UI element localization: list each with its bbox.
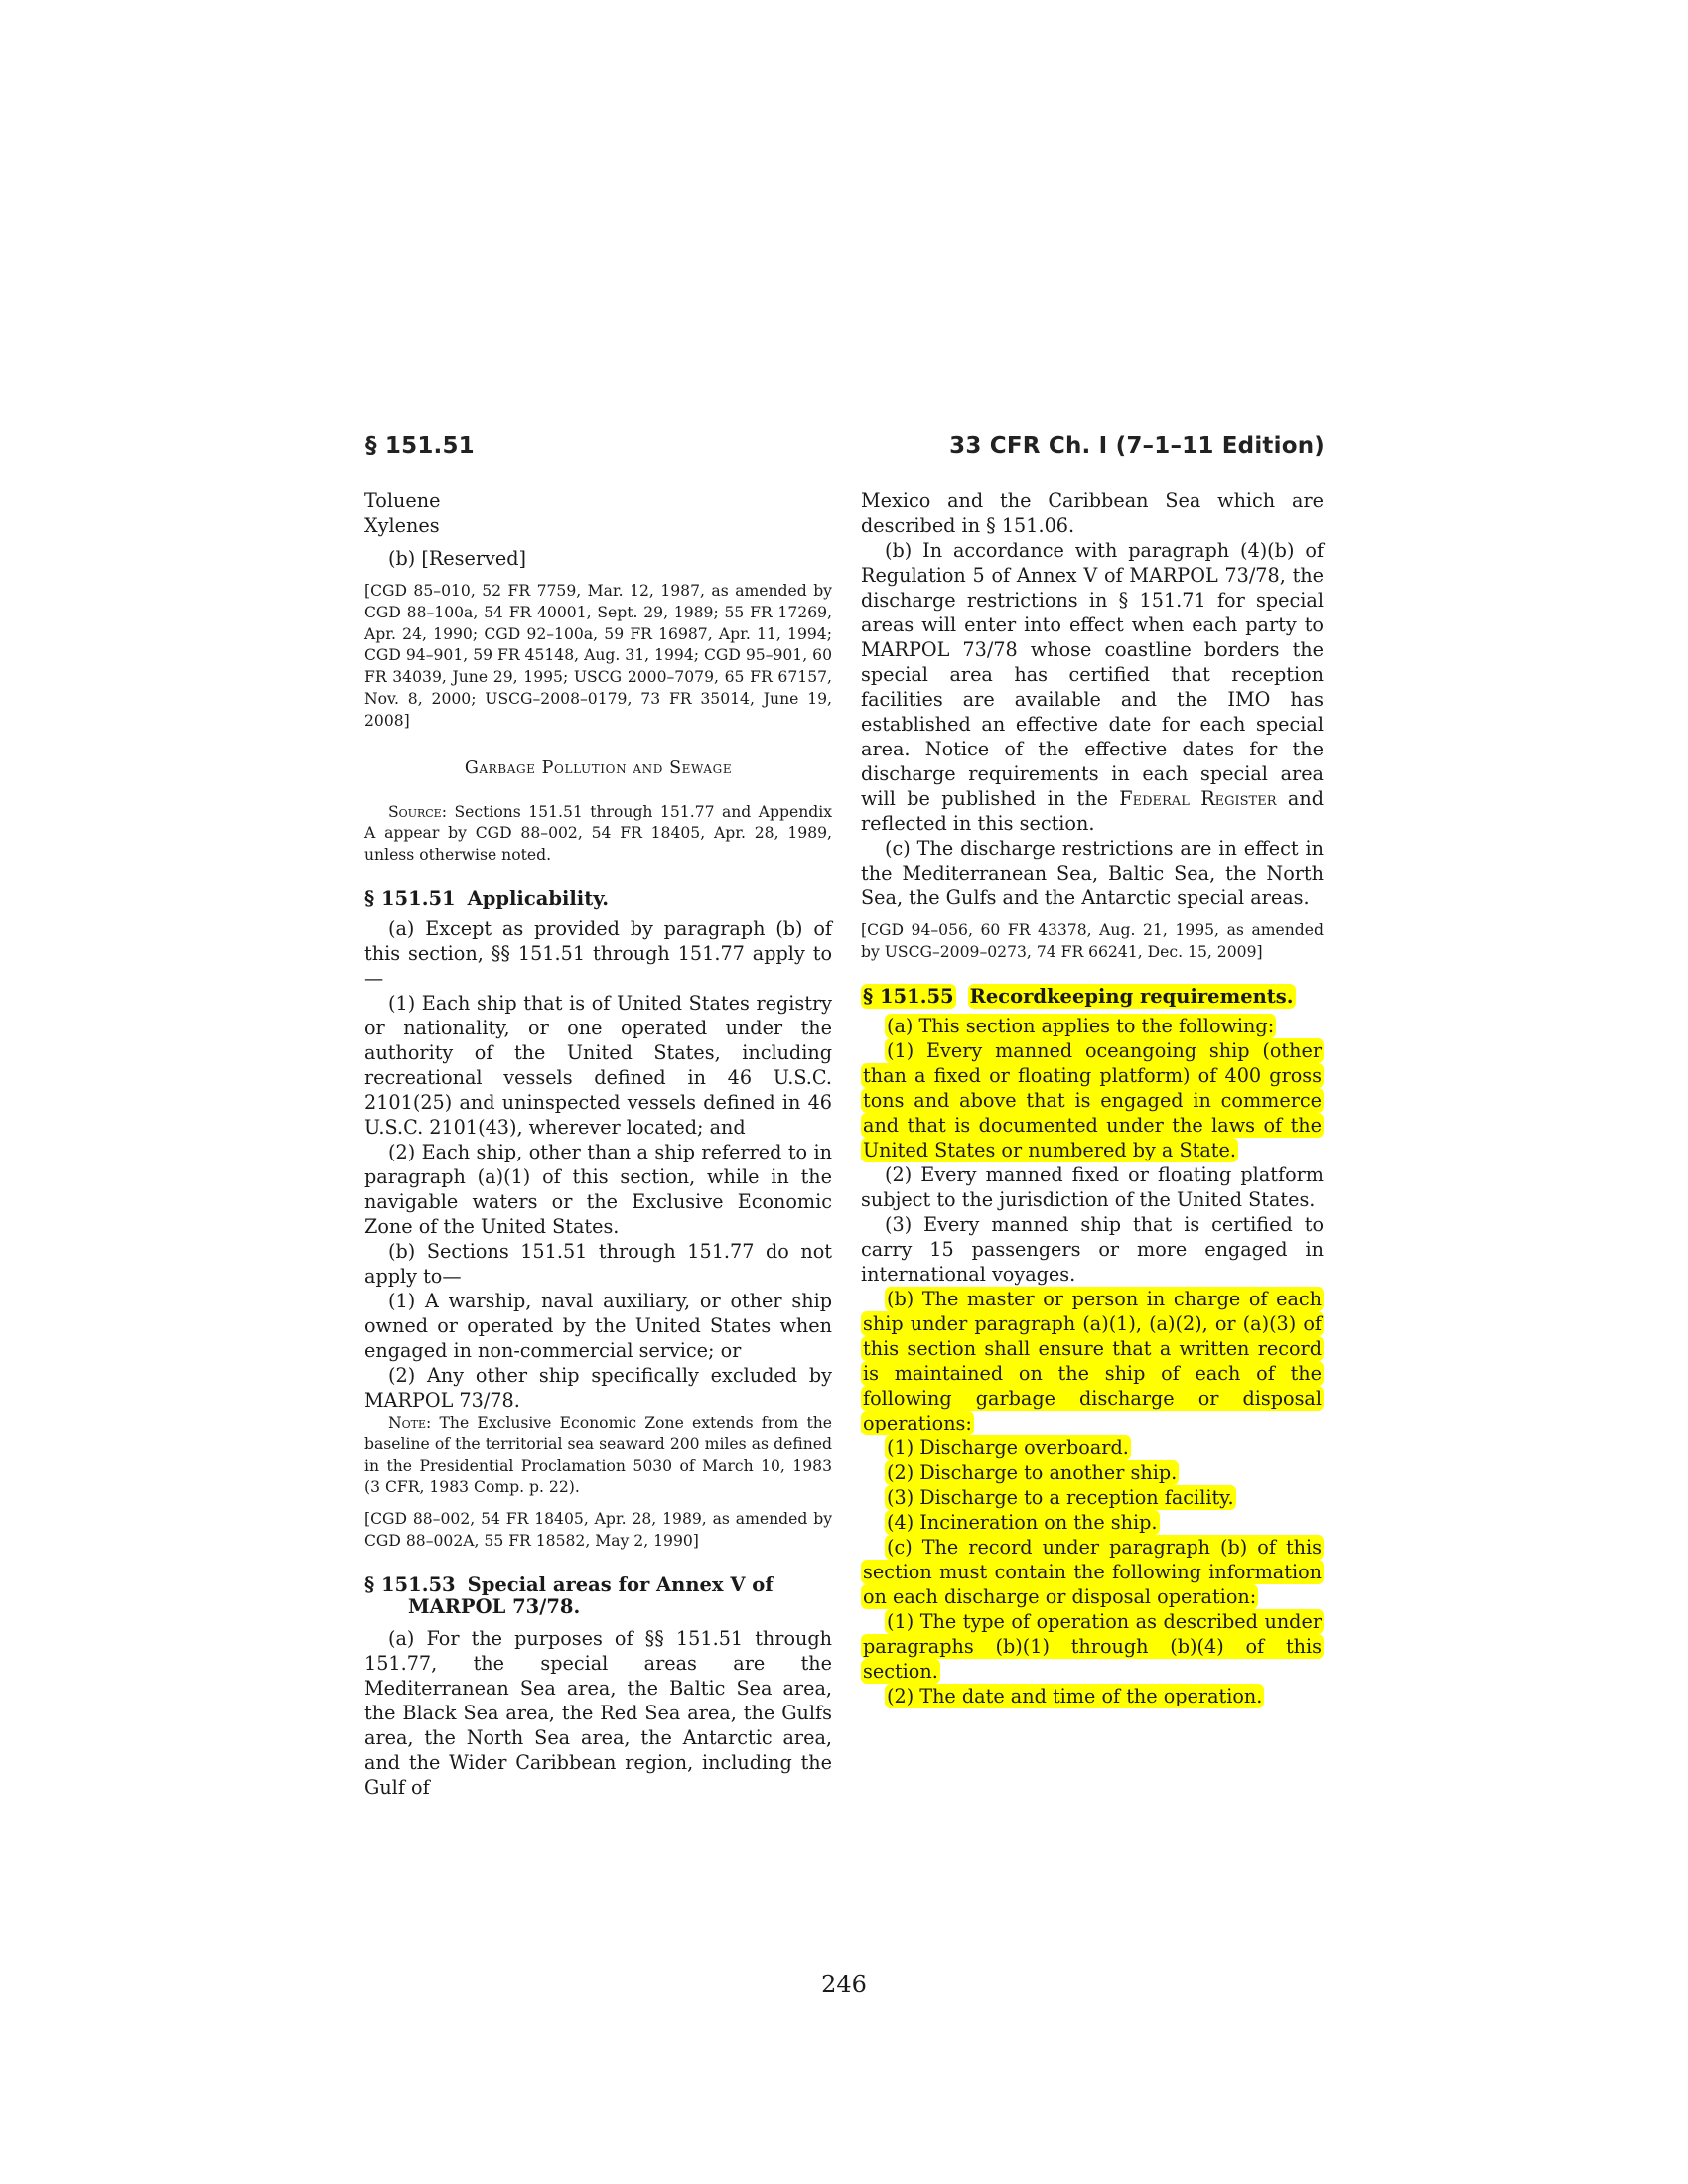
note (364, 1413, 832, 1499)
list-item: Xylenes (364, 514, 440, 537)
paragraph: (a) Except as provided by paragraph (b) of this section, §§ 151.51 through 151.77 apply to— (364, 916, 832, 990)
paragraph-text: and reflected in this section. (861, 787, 1324, 835)
highlighted-list-item (861, 1460, 1324, 1485)
right-column (861, 488, 1324, 1708)
left-column (364, 488, 832, 1800)
highlighted-text: (1) Discharge overboard. (887, 1435, 1129, 1459)
running-header-title: 33 CFR Ch. I (7–1–11 Edition) (949, 433, 1325, 459)
section-heading (364, 888, 832, 910)
section-number: § 151.55 (863, 984, 954, 1008)
paragraph: (3) Every manned ship that is certified to carry 15 passengers or more engaged in international voyages. (861, 1212, 1324, 1286)
section-title: Recordkeeping requirements. (969, 984, 1294, 1008)
highlighted-text: (b) The master or person in charge of each ship under paragraph (a)(1), (a)(2), or (a)(3) of this section shall ensure that a written record is maintained on the ship of each of the following garbage discharge or disposal operations: (863, 1287, 1322, 1434)
note-text: The Exclusive Economic Zone extends from the baseline of the territorial sea seaward 200 miles as defined in the Presidential Proclamation 5030 of March 10, 1983 (3 CFR, 1983 Comp. p. 22). (364, 1413, 832, 1497)
paragraph: (2) Each ship, other than a ship referred to in paragraph (a)(1) of this section, while in the navigable waters or the Exclusive Economic Zone of the United States. (364, 1140, 832, 1238)
highlighted-paragraph (861, 1014, 1324, 1038)
paragraph-text: (b) In accordance with paragraph (4)(b) of Regulation 5 of Annex V of MARPOL 73/78, the discharge restrictions in § 151.71 for special areas will enter into effect when each party to MARPOL 73/78 whose coastline borders the special area has certified that reception facilities are available and the IMO has established an effective date for each special area. Notice of the effective dates for the discharge requirements in each special area will be published in the (861, 539, 1324, 810)
highlighted-paragraph (861, 1038, 1324, 1162)
page-number: 246 (821, 1971, 867, 1998)
section-heading (861, 986, 1324, 1008)
highlighted-paragraph (861, 1609, 1324, 1684)
subject-group-heading: Garbage Pollution and Sewage (464, 757, 733, 778)
section-number: § 151.51 (364, 887, 456, 910)
paragraph: (b) Sections 151.51 through 151.77 do not apply to— (364, 1239, 832, 1288)
note-label: Note: (388, 1413, 432, 1432)
highlighted-list-item (861, 1435, 1324, 1460)
source-text: Sections 151.51 through 151.77 and Appendix A appear by CGD 88–002, 54 FR 18405, Apr. 28, 1989, unless otherwise noted. (364, 802, 832, 865)
amendment-citation: [CGD 94–056, 60 FR 43378, Aug. 21, 1995, as amended by USCG–2009–0273, 74 FR 66241, Dec. 15, 2009] (861, 921, 1324, 961)
paragraph-continued: Mexico and the Caribbean Sea which are described in § 151.06. (861, 489, 1324, 537)
paragraph: (c) The discharge restrictions are in effect in the Mediterranean Sea, Baltic Sea, the North Sea, the Gulfs and the Antarctic special areas. (861, 837, 1324, 909)
highlighted-text: (c) The record under paragraph (b) of this section must contain the following information on each discharge or disposal operation: (863, 1535, 1322, 1608)
section-title: Special areas for Annex V of MARPOL 73/78. (408, 1572, 774, 1618)
federal-register-term: Federal Register (1119, 787, 1277, 810)
amendment-citation: [CGD 85–010, 52 FR 7759, Mar. 12, 1987, as amended by CGD 88–100a, 54 FR 40001, Sept. 29, 1989; 55 FR 17269, Apr. 24, 1990; CGD 92–100a, 59 FR 16987, Apr. 11, 1994; CGD 94–901, 59 FR 45148, Aug. 31, 1994; CGD 95–901, 60 FR 34039, June 29, 1995; USCG 2000–7079, 65 FR 67157, Nov. 8, 2000; USCG–2008–0179, 73 FR 35014, June 19, 2008] (364, 582, 832, 730)
paragraph: (1) A warship, naval auxiliary, or other ship owned or operated by the United States when engaged in non-commercial service; or (364, 1289, 832, 1362)
highlighted-text: (4) Incineration on the ship. (887, 1510, 1158, 1534)
section-title: Applicability. (467, 887, 610, 910)
reserved-paragraph: (b) [Reserved] (388, 547, 526, 570)
paragraph: (2) Any other ship specifically excluded by MARPOL 73/78. (364, 1363, 832, 1412)
highlighted-paragraph (861, 1287, 1324, 1435)
source-note (364, 802, 832, 867)
highlighted-paragraph (861, 1684, 1324, 1708)
list-item: Toluene (364, 489, 441, 512)
highlighted-text: (1) Every manned oceangoing ship (other than a fixed or floating platform) of 400 gross tons and above that is engaged in commerce and that is documented under the laws of the United States or numbered by a State. (863, 1038, 1322, 1161)
paragraph (861, 538, 1324, 836)
highlighted-text: (a) This section applies to the following: (887, 1014, 1275, 1037)
highlighted-text: (1) The type of operation as described under paragraphs (b)(1) through (b)(4) of this section. (863, 1609, 1322, 1683)
highlighted-text: (3) Discharge to a reception facility. (887, 1485, 1234, 1509)
running-header-section: § 151.51 (365, 433, 475, 459)
paragraph: (1) Each ship that is of United States registry or nationality, or one operated under the authority of the United States, including recreational vessels defined in 46 U.S.C. 2101(25) and uninspected vessels defined in 46 U.S.C. 2101(43), wherever located; and (364, 991, 832, 1139)
paragraph: (a) For the purposes of §§ 151.51 through 151.77, the special areas are the Mediterranean Sea area, the Baltic Sea area, the Black Sea area, the Red Sea area, the Gulfs area, the North Sea area, the Antarctic area, and the Wider Caribbean region, including the Gulf of (364, 1626, 832, 1799)
highlighted-text: (2) The date and time of the operation. (887, 1684, 1263, 1707)
source-label: Source: (388, 802, 447, 821)
highlighted-list-item (861, 1510, 1324, 1535)
paragraph: (2) Every manned fixed or floating platform subject to the jurisdiction of the United States. (861, 1162, 1324, 1211)
amendment-citation: [CGD 88–002, 54 FR 18405, Apr. 28, 1989, as amended by CGD 88–002A, 55 FR 18582, May 2, 1990] (364, 1510, 832, 1550)
highlighted-list-item (861, 1485, 1324, 1510)
highlighted-text: (2) Discharge to another ship. (887, 1460, 1178, 1484)
highlighted-paragraph (861, 1535, 1324, 1609)
section-heading (364, 1574, 832, 1618)
section-number: § 151.53 (364, 1572, 456, 1596)
